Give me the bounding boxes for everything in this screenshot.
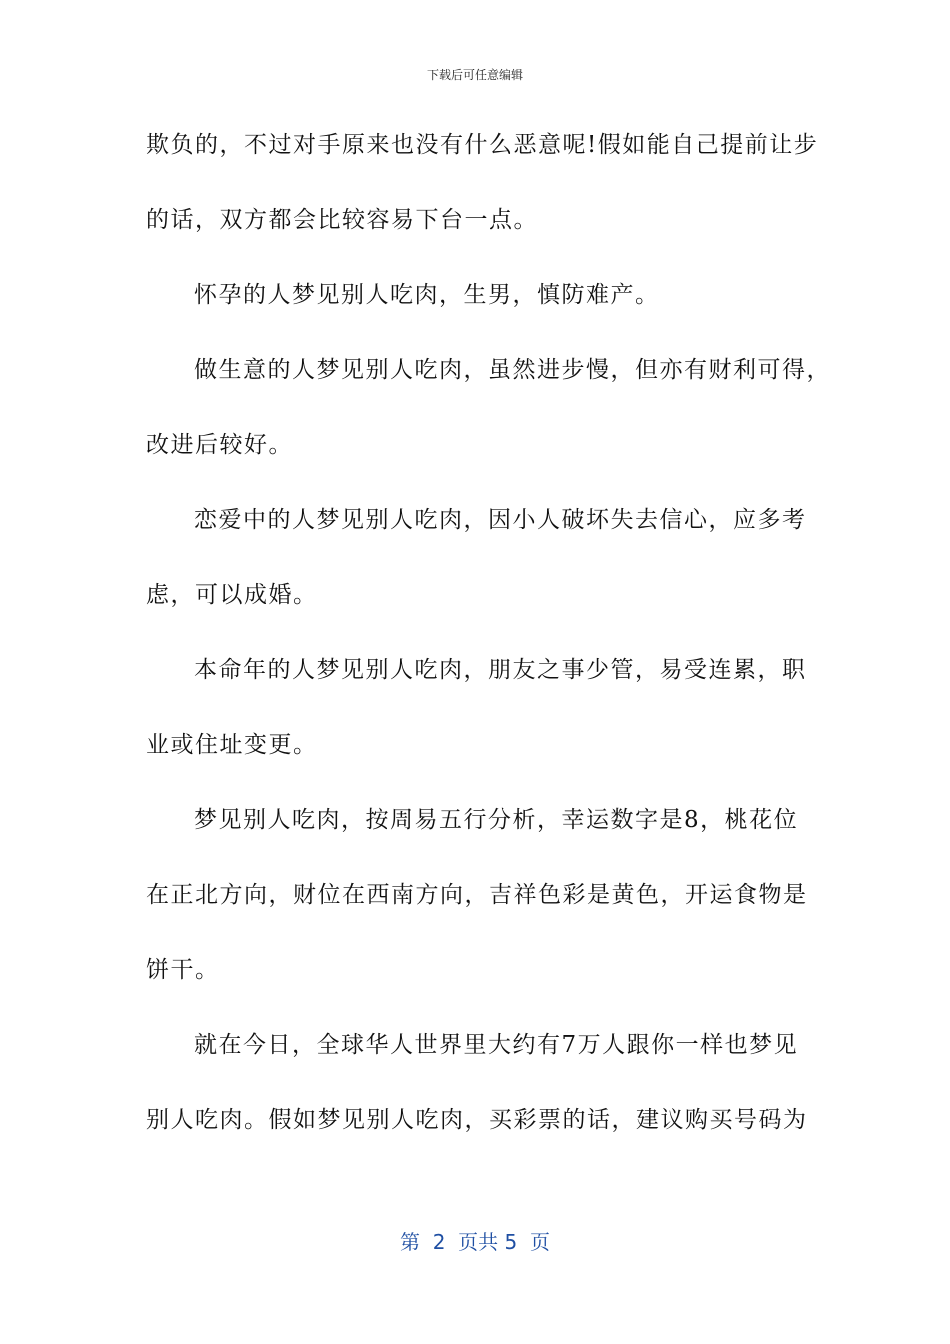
page-header-note: 下载后可任意编辑 xyxy=(426,68,523,82)
body-text-line: 业或住址变更。 xyxy=(146,732,318,758)
body-text-line: 怀孕的人梦见别人吃肉，生男，慎防难产。 xyxy=(194,282,660,308)
page-number-footer: 第 2 页共 5 页 xyxy=(400,1230,550,1254)
body-text-line: 做生意的人梦见别人吃肉，虽然进步慢，但亦有财利可得， xyxy=(194,357,831,383)
body-text-line: 别人吃肉。假如梦见别人吃肉，买彩票的话，建议购买号码为 xyxy=(146,1107,808,1133)
body-text-line: 虑，可以成婚。 xyxy=(146,582,318,608)
body-text-line: 梦见别人吃肉，按周易五行分析，幸运数字是8，桃花位 xyxy=(194,807,799,833)
body-text-line: 就在今日，全球华人世界里大约有7万人跟你一样也梦见 xyxy=(194,1032,799,1058)
body-text-line: 改进后较好。 xyxy=(146,432,293,458)
body-text-line: 欺负的，不过对手原来也没有什么恶意呢!假如能自己提前让步 xyxy=(146,132,819,158)
body-text-line: 的话，双方都会比较容易下台一点。 xyxy=(146,207,538,233)
body-text-line: 恋爱中的人梦见别人吃肉，因小人破坏失去信心，应多考 xyxy=(194,507,807,533)
body-text-line: 在正北方向，财位在西南方向，吉祥色彩是黄色，开运食物是 xyxy=(146,882,808,908)
body-text-line: 饼干。 xyxy=(146,957,220,983)
body-text-line: 本命年的人梦见别人吃肉，朋友之事少管，易受连累，职 xyxy=(194,657,807,683)
